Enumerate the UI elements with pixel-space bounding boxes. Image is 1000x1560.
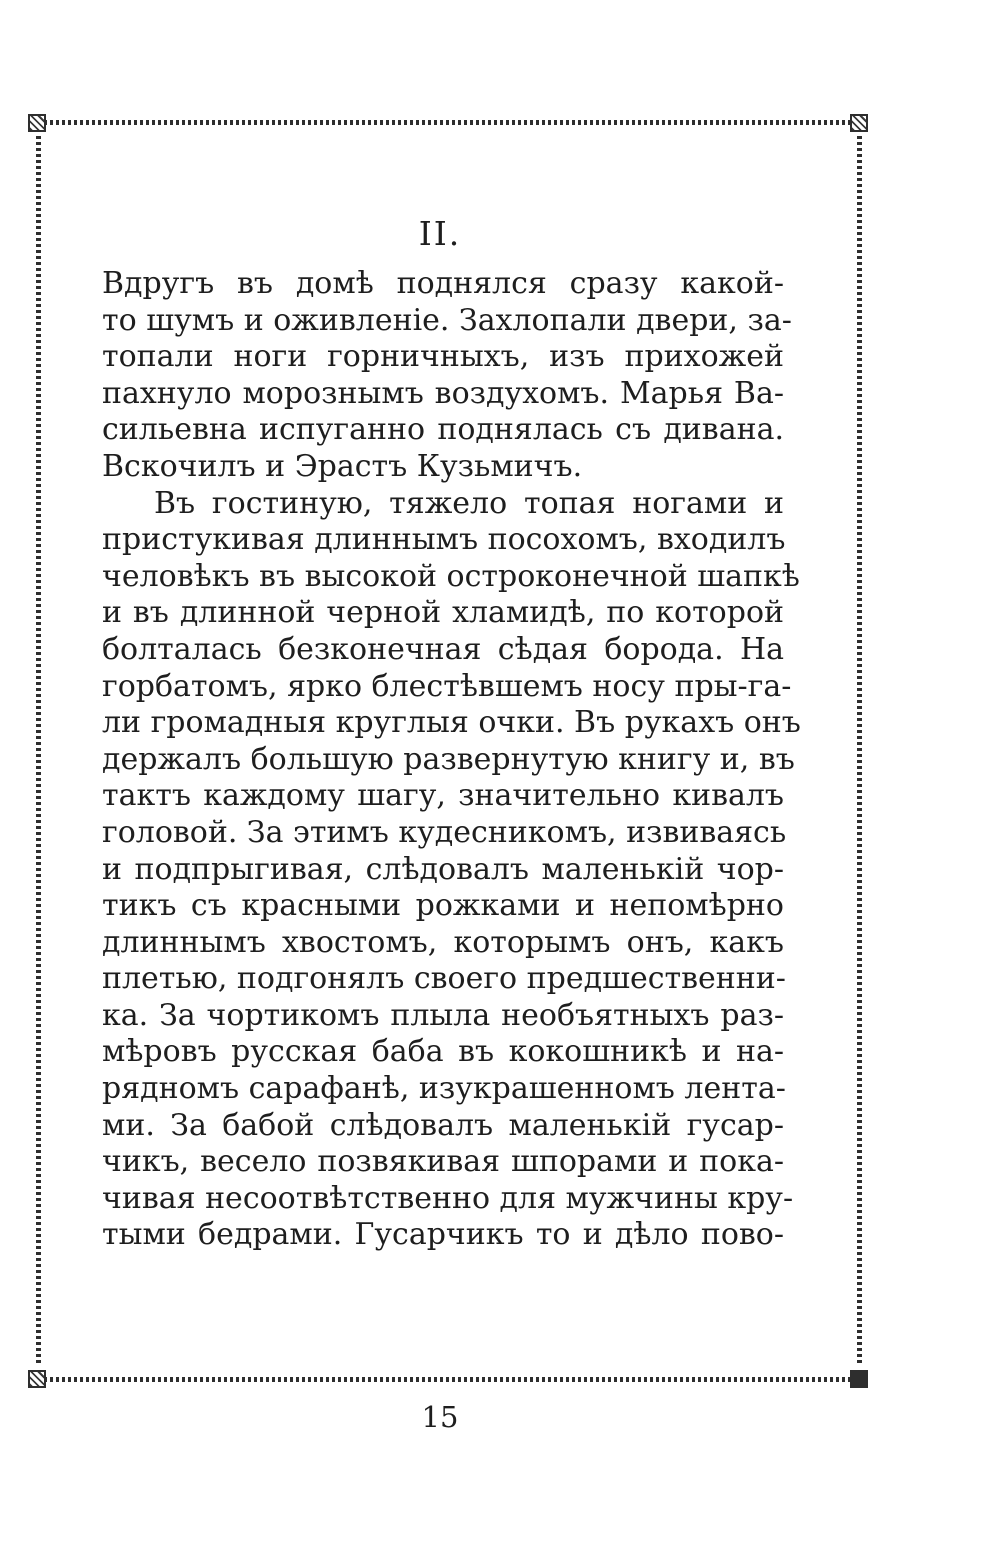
- text-line: тыми бедрами. Гусарчикъ то и дѣло пово-: [102, 1217, 784, 1253]
- text-line: сильевна испуганно поднялась съ дивана.: [102, 412, 784, 448]
- text-line: человѣкъ въ высокой остроконечной шапкѣ: [102, 558, 800, 594]
- text-line: держалъ большую развернутую книгу и, въ: [102, 741, 795, 777]
- text-line: Въ гостиную, тяжело топая ногами и: [154, 485, 784, 521]
- text-line: мѣровъ русская баба въ кокошникѣ и на-: [102, 1034, 784, 1070]
- text-line: чивая несоотвѣтственно для мужчины кру-: [102, 1180, 794, 1216]
- text-line: тикъ съ красными рожками и непомѣрно: [102, 888, 784, 924]
- text-line: ли громадныя круглыя очки. Въ рукахъ онъ: [102, 705, 801, 741]
- text-line: рядномъ сарафанѣ, изукрашенномъ лента-: [102, 1071, 786, 1107]
- text-line: тактъ каждому шагу, значительно кивалъ: [102, 778, 784, 814]
- border-bottom: [44, 1375, 852, 1384]
- border-top: [44, 118, 852, 127]
- chapter-heading: II.: [418, 214, 462, 253]
- corner-ornament-icon: [28, 114, 46, 132]
- body-text: [102, 266, 801, 1254]
- text-line: пахнуло морознымъ воздухомъ. Марья Ва-: [102, 375, 784, 411]
- text-line: длиннымъ хвостомъ, которымъ онъ, какъ: [102, 924, 784, 960]
- text-line: Вдругъ въ домѣ поднялся сразу какой-: [102, 266, 784, 301]
- text-line: ка. За чортикомъ плыла необъятныхъ раз-: [102, 997, 784, 1033]
- text-line: топали ноги горничныхъ, изъ прихожей: [102, 339, 784, 375]
- text-line: плетью, подгонялъ своего предшественни-: [102, 961, 786, 997]
- text-line: Вскочилъ и Эрастъ Кузьмичъ.: [102, 448, 583, 484]
- corner-ornament-icon: [850, 114, 868, 132]
- text-line: и въ длинной черной хламидѣ, по которой: [102, 595, 784, 631]
- text-line: и подпрыгивая, слѣдовалъ маленькій чор-: [102, 851, 784, 887]
- text-line: ми. За бабой слѣдовалъ маленькій гусар-: [102, 1107, 784, 1143]
- corner-ornament-icon: [850, 1370, 868, 1388]
- text-line: чикъ, весело позвякивая шпорами и пока-: [102, 1144, 784, 1180]
- text-line: пристукивая длиннымъ посохомъ, входилъ: [102, 522, 786, 558]
- text-line: болталась безконечная сѣдая борода. На: [102, 631, 784, 667]
- corner-ornament-icon: [28, 1370, 46, 1388]
- text-line: то шумъ и оживленіе. Захлопали двери, за-: [102, 302, 792, 338]
- border-right: [855, 136, 864, 1364]
- page-number: 15: [421, 1400, 459, 1434]
- text-line: головой. За этимъ кудесникомъ, извиваясь: [102, 814, 787, 850]
- text-line: горбатомъ, ярко блестѣвшемъ носу пры-га-: [102, 668, 792, 704]
- border-left: [34, 136, 43, 1364]
